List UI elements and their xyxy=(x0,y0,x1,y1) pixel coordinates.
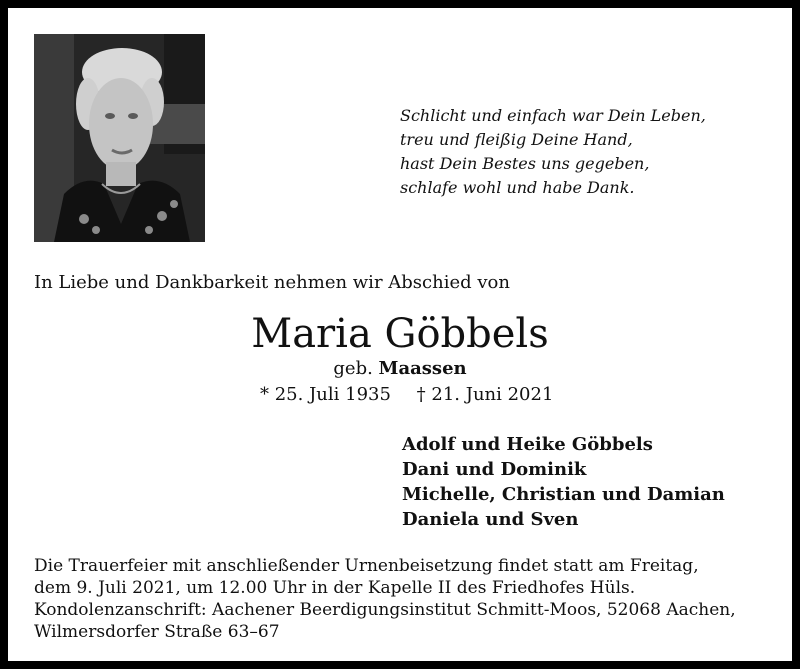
farewell-intro: In Liebe und Dankbarkeit nehmen wir Abschied von xyxy=(34,272,510,293)
mourners-list xyxy=(402,432,725,532)
notice-line: Die Trauerfeier mit anschließender Urnenbeisetzung findet statt am Freitag, xyxy=(34,556,699,576)
poem-line: Schlicht und einfach war Dein Leben, xyxy=(400,106,706,125)
notice-line: Kondolenzanschrift: Aachener Beerdigungsinstitut Schmitt-Moos, 52068 Aachen, xyxy=(34,600,736,620)
mourner-entry: Adolf und Heike Göbbels xyxy=(402,434,653,455)
poem-line: schlafe wohl und habe Dank. xyxy=(400,178,635,197)
portrait-photo xyxy=(34,34,205,242)
birth-date: * 25. Juli 1935 xyxy=(260,384,391,405)
mourner-entry: Michelle, Christian und Damian xyxy=(402,484,725,505)
death-date: † 21. Juni 2021 xyxy=(416,384,554,405)
birth-prefix: geb. xyxy=(333,358,373,379)
mourner-entry: Dani und Dominik xyxy=(402,459,587,480)
notice-line: Wilmersdorfer Straße 63–67 xyxy=(34,622,280,642)
life-dates xyxy=(260,384,553,405)
mourner-entry: Daniela und Sven xyxy=(402,509,579,530)
poem-line: treu und fleißig Deine Hand, xyxy=(400,130,633,149)
deceased-name: Maria Göbbels xyxy=(251,311,549,357)
notice-line: dem 9. Juli 2021, um 12.00 Uhr in der Kapelle II des Friedhofes Hüls. xyxy=(34,578,636,598)
birth-name-line xyxy=(8,358,792,379)
poem-verse xyxy=(400,104,706,200)
funeral-notice xyxy=(34,555,736,643)
poem-line: hast Dein Bestes uns gegeben, xyxy=(400,154,650,173)
portrait-photo-graphic xyxy=(34,34,205,242)
maiden-name: Maassen xyxy=(378,358,467,379)
